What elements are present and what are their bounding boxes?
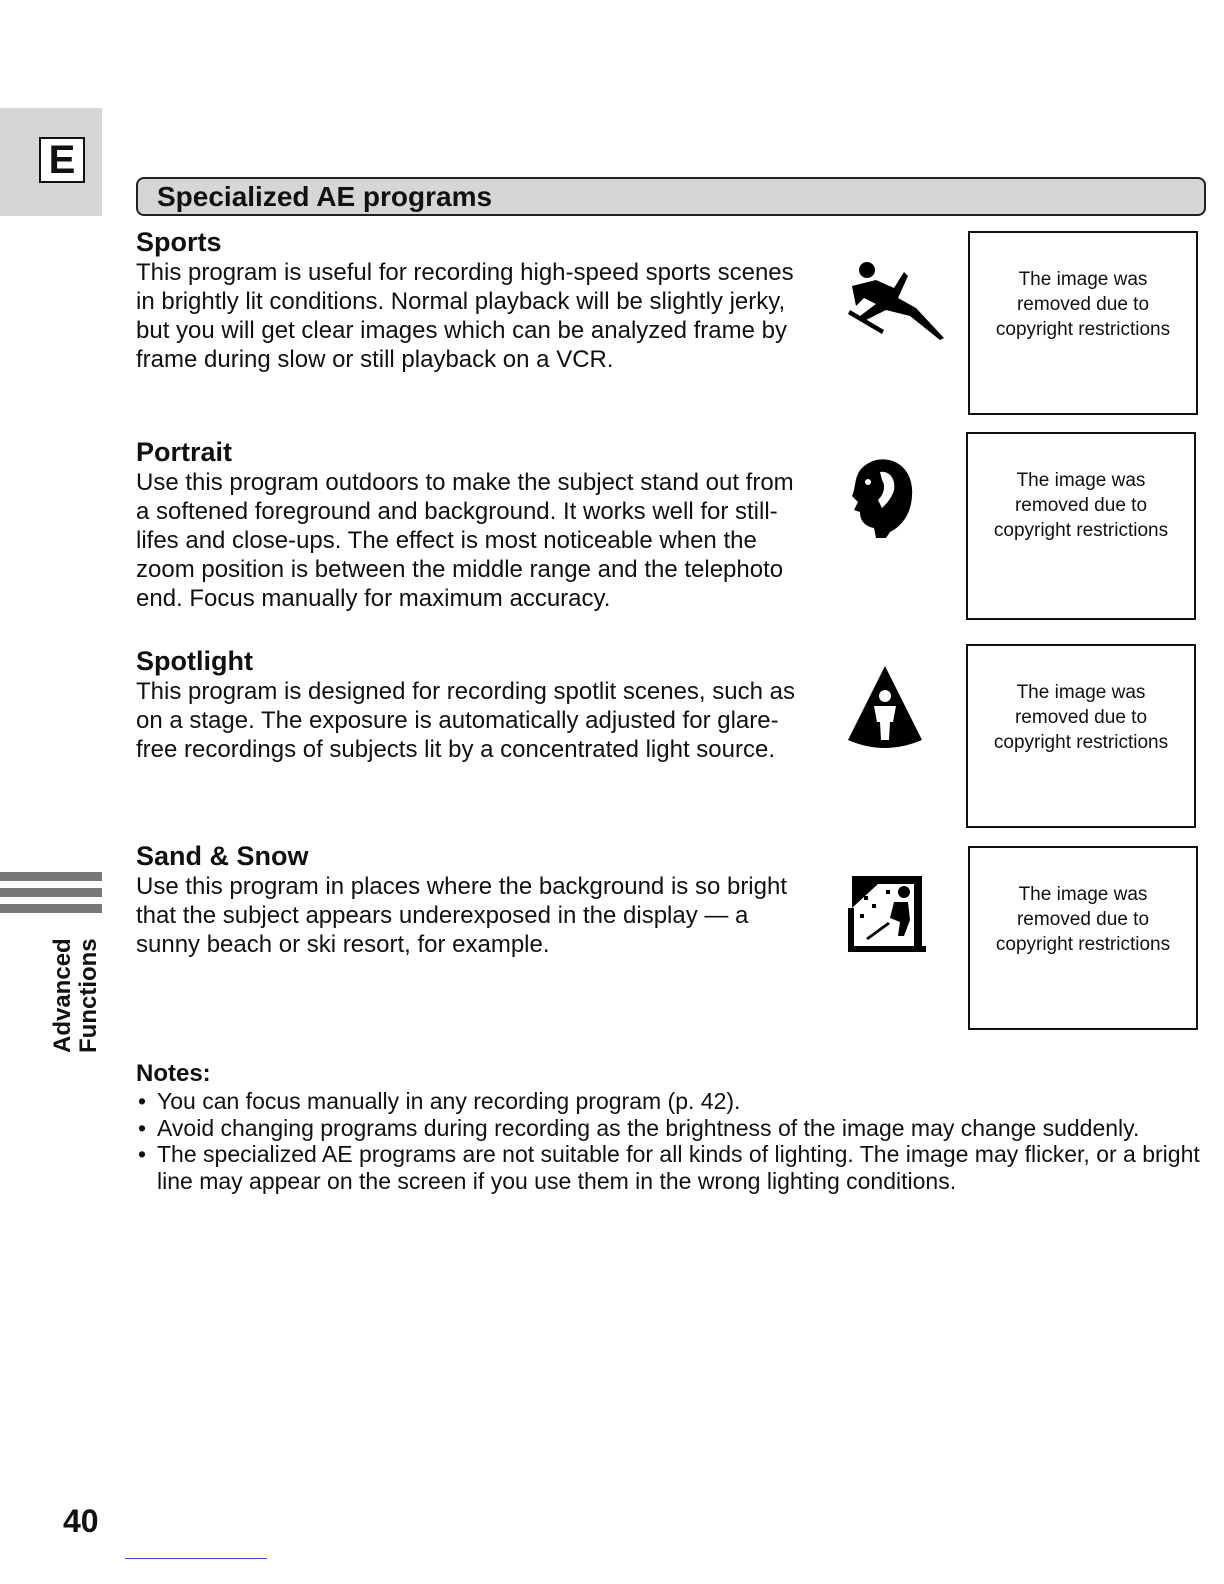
program-portrait — [136, 436, 796, 613]
program-title: Spotlight — [136, 646, 253, 676]
program-description: Use this program outdoors to make the subject stand out from a softened foreground and background. It works well for still-lifes and close-ups. The effect is most noticeable when the zoom position is between the middle range and the telephoto end. Focus manually for maximum accuracy. — [136, 469, 794, 612]
side-tab-line: Advanced — [49, 938, 76, 1053]
spotlight-figure-icon — [846, 664, 924, 752]
footer-divider — [125, 1558, 267, 1559]
program-description: This program is designed for recording spotlit scenes, such as on a stage. The exposure is automatically adjusted for glare-free recordings of subjects lit by a concentrated light source. — [136, 678, 795, 763]
program-description: Use this program in places where the background is so bright that the subject appears underexposed in the display — a sunny beach or ski resort, for example. — [136, 873, 787, 958]
section-title: Specialized AE programs — [136, 177, 1206, 216]
image-removed-placeholder: The image was removed due to copyright restrictions — [968, 231, 1198, 415]
program-title: Sports — [136, 227, 222, 257]
program-title: Portrait — [136, 437, 233, 467]
language-tab — [0, 108, 102, 216]
notes — [136, 1060, 1206, 1194]
notes-heading: Notes: — [136, 1060, 211, 1087]
side-tab-bars — [0, 872, 102, 920]
program-description: This program is useful for recording high-speed sports scenes in brightly lit conditions. Normal playback will be slightly jerky, but you will get clear images which can be analyzed frame by frame during slow or still playback on a VCR. — [136, 259, 794, 373]
note-item: • You can focus manually in any recording program (p. 42). — [136, 1088, 1206, 1115]
sports-skier-icon — [846, 258, 948, 342]
portrait-head-icon — [846, 456, 918, 542]
note-item: • Avoid changing programs during recording as the brightness of the image may change suddenly. — [136, 1115, 1206, 1142]
side-tab-label — [50, 938, 102, 1053]
program-title: Sand & Snow — [136, 841, 309, 871]
sand-snow-skier-icon — [846, 874, 928, 956]
program-sand-snow — [136, 840, 796, 959]
notes-list — [136, 1088, 1206, 1194]
image-removed-placeholder: The image was removed due to copyright restrictions — [966, 644, 1196, 828]
page-number: 40 — [63, 1503, 99, 1539]
image-removed-placeholder: The image was removed due to copyright restrictions — [968, 846, 1198, 1030]
language-tab-letter: E — [39, 137, 85, 183]
program-sports — [136, 226, 796, 374]
image-removed-placeholder: The image was removed due to copyright restrictions — [966, 432, 1196, 620]
note-item: • The specialized AE programs are not suitable for all kinds of lighting. The image may flicker, or a bright line may appear on the screen if you use them in the wrong lighting conditions. — [136, 1141, 1206, 1194]
program-spotlight — [136, 645, 796, 764]
side-tab-line: Functions — [75, 938, 102, 1053]
